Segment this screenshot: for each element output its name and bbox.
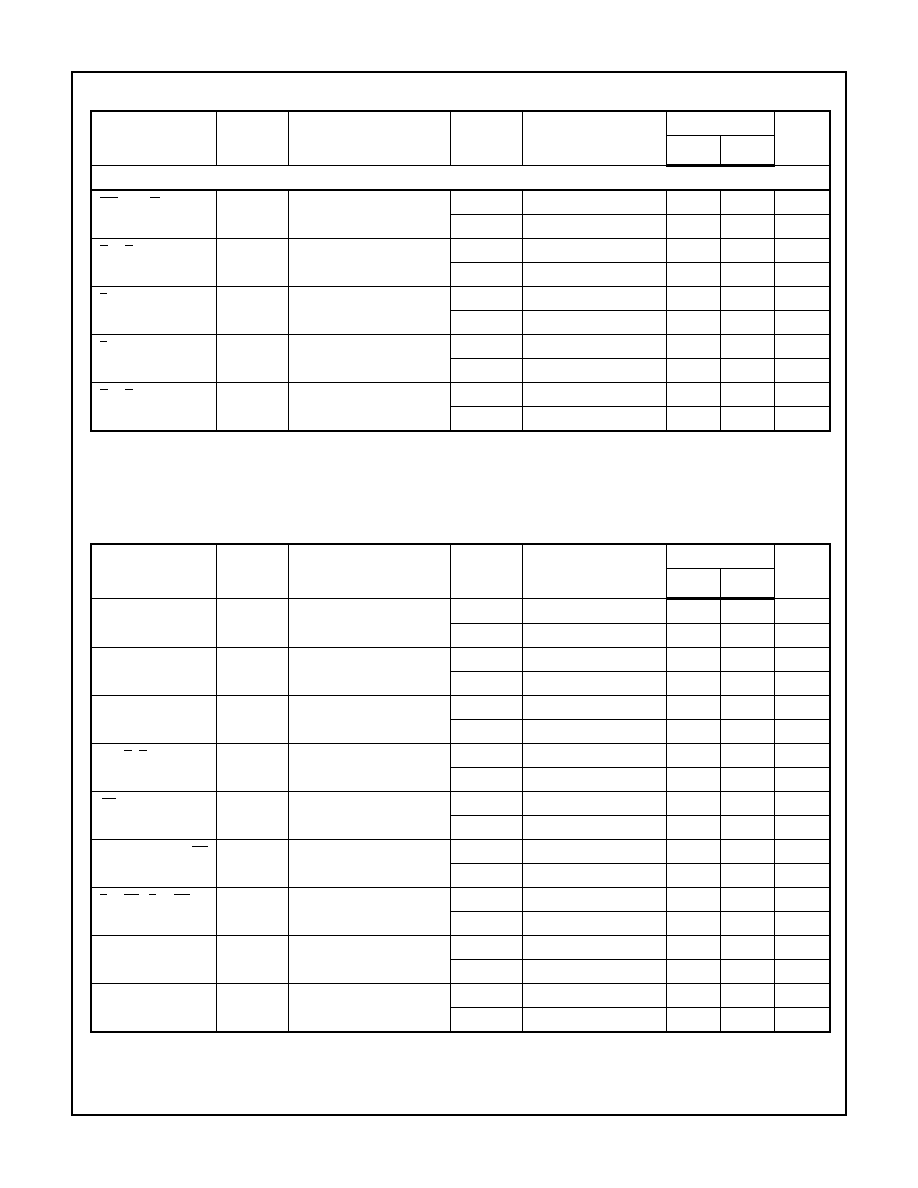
- min-cell: [666, 984, 720, 1008]
- units-cell: [774, 648, 830, 672]
- units-cell: [774, 311, 830, 335]
- max-cell: [720, 936, 774, 960]
- max-cell: [720, 335, 774, 359]
- symbol-cell: [216, 984, 288, 1033]
- units-cell: [774, 407, 830, 432]
- header-min: [666, 136, 720, 166]
- table-row: [91, 383, 830, 407]
- value-cell: [450, 792, 522, 816]
- overline-mark: [125, 389, 133, 390]
- min-cell: [666, 696, 720, 720]
- parameter-cell: [91, 984, 216, 1033]
- min-cell: [666, 1008, 720, 1033]
- symbol-cell: [216, 190, 288, 239]
- max-cell: [720, 190, 774, 215]
- value-cell: [450, 624, 522, 648]
- value-cell: [522, 912, 666, 936]
- table-row: [91, 648, 830, 672]
- max-cell: [720, 263, 774, 287]
- min-cell: [666, 383, 720, 407]
- value-cell: [450, 190, 522, 215]
- value-cell: [522, 816, 666, 840]
- header-units: [774, 544, 830, 599]
- min-cell: [666, 960, 720, 984]
- min-cell: [666, 287, 720, 311]
- value-cell: [522, 407, 666, 432]
- min-cell: [666, 648, 720, 672]
- units-cell: [774, 696, 830, 720]
- parameter-cell: [91, 696, 216, 744]
- header-symbol: [216, 544, 288, 599]
- value-cell: [522, 864, 666, 888]
- max-cell: [720, 744, 774, 768]
- max-cell: [720, 311, 774, 335]
- units-cell: [774, 1008, 830, 1033]
- header-col5: [522, 111, 666, 166]
- parameter-cell: [91, 840, 216, 888]
- min-cell: [666, 335, 720, 359]
- min-cell: [666, 239, 720, 263]
- units-cell: [774, 984, 830, 1008]
- min-cell: [666, 263, 720, 287]
- min-cell: [666, 816, 720, 840]
- max-cell: [720, 599, 774, 624]
- value-cell: [522, 190, 666, 215]
- value-cell: [522, 984, 666, 1008]
- overline-mark: [174, 894, 190, 895]
- value-cell: [522, 287, 666, 311]
- min-cell: [666, 888, 720, 912]
- units-cell: [774, 359, 830, 383]
- overline-mark: [100, 389, 108, 390]
- units-cell: [774, 624, 830, 648]
- value-cell: [450, 263, 522, 287]
- units-cell: [774, 263, 830, 287]
- min-cell: [666, 792, 720, 816]
- max-cell: [720, 359, 774, 383]
- overline-mark: [139, 750, 147, 751]
- symbol-cell: [216, 335, 288, 383]
- units-cell: [774, 720, 830, 744]
- min-cell: [666, 864, 720, 888]
- value-cell: [522, 648, 666, 672]
- conditions-cell: [288, 696, 450, 744]
- symbol-cell: [216, 744, 288, 792]
- conditions-cell: [288, 840, 450, 888]
- parameter-cell: [91, 239, 216, 287]
- header-min: [666, 569, 720, 599]
- value-cell: [522, 960, 666, 984]
- value-cell: [522, 768, 666, 792]
- value-cell: [522, 936, 666, 960]
- header-conditions: [288, 111, 450, 166]
- section-label: [91, 166, 830, 191]
- max-cell: [720, 1008, 774, 1033]
- conditions-cell: [288, 383, 450, 432]
- conditions-cell: [288, 335, 450, 383]
- min-cell: [666, 407, 720, 432]
- value-cell: [450, 912, 522, 936]
- table-row: [91, 239, 830, 263]
- max-cell: [720, 960, 774, 984]
- header-limits-group: [666, 544, 774, 569]
- overline-mark: [100, 293, 107, 294]
- units-cell: [774, 792, 830, 816]
- max-cell: [720, 383, 774, 407]
- max-cell: [720, 624, 774, 648]
- max-cell: [720, 287, 774, 311]
- overline-mark: [125, 245, 133, 246]
- conditions-cell: [288, 936, 450, 984]
- conditions-cell: [288, 744, 450, 792]
- value-cell: [450, 359, 522, 383]
- parameter-cell: [91, 936, 216, 984]
- min-cell: [666, 840, 720, 864]
- header-units: [774, 111, 830, 166]
- value-cell: [522, 1008, 666, 1033]
- max-cell: [720, 648, 774, 672]
- conditions-cell: [288, 239, 450, 287]
- value-cell: [522, 696, 666, 720]
- value-cell: [522, 672, 666, 696]
- value-cell: [450, 936, 522, 960]
- value-cell: [450, 215, 522, 239]
- header-max: [720, 136, 774, 166]
- min-cell: [666, 311, 720, 335]
- overline-mark: [192, 846, 208, 847]
- units-cell: [774, 936, 830, 960]
- symbol-cell: [216, 239, 288, 287]
- conditions-cell: [288, 599, 450, 648]
- overline-mark: [149, 894, 156, 895]
- overline-mark: [100, 894, 107, 895]
- table-row: [91, 840, 830, 864]
- overline-mark: [150, 197, 160, 198]
- table-row: [91, 696, 830, 720]
- overline-mark: [100, 341, 107, 342]
- units-cell: [774, 768, 830, 792]
- max-cell: [720, 215, 774, 239]
- overline-mark: [102, 798, 116, 799]
- value-cell: [450, 960, 522, 984]
- min-cell: [666, 672, 720, 696]
- max-cell: [720, 720, 774, 744]
- value-cell: [522, 744, 666, 768]
- max-cell: [720, 696, 774, 720]
- symbol-cell: [216, 936, 288, 984]
- value-cell: [450, 335, 522, 359]
- conditions-cell: [288, 792, 450, 840]
- units-cell: [774, 744, 830, 768]
- max-cell: [720, 840, 774, 864]
- value-cell: [450, 696, 522, 720]
- units-cell: [774, 672, 830, 696]
- parameter-cell: [91, 287, 216, 335]
- table-row: [91, 335, 830, 359]
- table-row: [91, 744, 830, 768]
- conditions-cell: [288, 984, 450, 1033]
- max-cell: [720, 984, 774, 1008]
- value-cell: [522, 888, 666, 912]
- symbol-cell: [216, 648, 288, 696]
- max-cell: [720, 816, 774, 840]
- units-cell: [774, 190, 830, 215]
- units-cell: [774, 840, 830, 864]
- value-cell: [522, 383, 666, 407]
- value-cell: [522, 840, 666, 864]
- value-cell: [522, 720, 666, 744]
- header-symbol: [216, 111, 288, 166]
- value-cell: [522, 215, 666, 239]
- conditions-cell: [288, 190, 450, 239]
- symbol-cell: [216, 287, 288, 335]
- parameter-cell: [91, 335, 216, 383]
- parameter-cell: [91, 190, 216, 239]
- parameter-cell: [91, 888, 216, 936]
- conditions-cell: [288, 888, 450, 936]
- parameter-cell: [91, 383, 216, 432]
- value-cell: [450, 672, 522, 696]
- header-limits-group: [666, 111, 774, 136]
- conditions-cell: [288, 648, 450, 696]
- symbol-cell: [216, 383, 288, 432]
- header-col5: [522, 544, 666, 599]
- units-cell: [774, 912, 830, 936]
- header-parameter: [91, 544, 216, 599]
- header-col4: [450, 544, 522, 599]
- value-cell: [450, 768, 522, 792]
- table-row: [91, 888, 830, 912]
- min-cell: [666, 624, 720, 648]
- max-cell: [720, 768, 774, 792]
- min-cell: [666, 768, 720, 792]
- min-cell: [666, 936, 720, 960]
- value-cell: [450, 287, 522, 311]
- units-cell: [774, 239, 830, 263]
- units-cell: [774, 960, 830, 984]
- parameter-cell: [91, 744, 216, 792]
- header-max: [720, 569, 774, 599]
- header-conditions: [288, 544, 450, 599]
- symbol-cell: [216, 792, 288, 840]
- value-cell: [450, 864, 522, 888]
- table-row: [91, 984, 830, 1008]
- value-cell: [522, 624, 666, 648]
- min-cell: [666, 912, 720, 936]
- min-cell: [666, 599, 720, 624]
- min-cell: [666, 359, 720, 383]
- table-row: [91, 287, 830, 311]
- overline-mark: [124, 750, 132, 751]
- value-cell: [522, 335, 666, 359]
- parameter-cell: [91, 792, 216, 840]
- table-row: [91, 792, 830, 816]
- max-cell: [720, 792, 774, 816]
- units-cell: [774, 888, 830, 912]
- value-cell: [522, 239, 666, 263]
- parameter-cell: [91, 599, 216, 648]
- max-cell: [720, 864, 774, 888]
- max-cell: [720, 239, 774, 263]
- overline-mark: [100, 245, 108, 246]
- value-cell: [450, 888, 522, 912]
- value-cell: [522, 263, 666, 287]
- spec-table-2: [90, 543, 831, 1033]
- value-cell: [450, 1008, 522, 1033]
- value-cell: [450, 816, 522, 840]
- value-cell: [522, 792, 666, 816]
- table-row: [91, 190, 830, 215]
- units-cell: [774, 335, 830, 359]
- value-cell: [450, 311, 522, 335]
- min-cell: [666, 720, 720, 744]
- header-parameter: [91, 111, 216, 166]
- value-cell: [522, 359, 666, 383]
- symbol-cell: [216, 888, 288, 936]
- value-cell: [450, 383, 522, 407]
- value-cell: [522, 599, 666, 624]
- value-cell: [450, 407, 522, 432]
- value-cell: [522, 311, 666, 335]
- max-cell: [720, 912, 774, 936]
- value-cell: [450, 744, 522, 768]
- value-cell: [450, 239, 522, 263]
- units-cell: [774, 816, 830, 840]
- max-cell: [720, 888, 774, 912]
- value-cell: [450, 720, 522, 744]
- symbol-cell: [216, 599, 288, 648]
- min-cell: [666, 215, 720, 239]
- max-cell: [720, 407, 774, 432]
- parameter-cell: [91, 648, 216, 696]
- units-cell: [774, 215, 830, 239]
- value-cell: [450, 840, 522, 864]
- table-row: [91, 936, 830, 960]
- units-cell: [774, 383, 830, 407]
- value-cell: [450, 599, 522, 624]
- conditions-cell: [288, 287, 450, 335]
- header-col4: [450, 111, 522, 166]
- min-cell: [666, 744, 720, 768]
- value-cell: [450, 984, 522, 1008]
- symbol-cell: [216, 840, 288, 888]
- spec-table-1: [90, 110, 831, 432]
- table-row: [91, 599, 830, 624]
- units-cell: [774, 599, 830, 624]
- overline-mark: [100, 197, 118, 198]
- value-cell: [450, 648, 522, 672]
- symbol-cell: [216, 696, 288, 744]
- units-cell: [774, 287, 830, 311]
- min-cell: [666, 190, 720, 215]
- units-cell: [774, 864, 830, 888]
- overline-mark: [124, 894, 139, 895]
- max-cell: [720, 672, 774, 696]
